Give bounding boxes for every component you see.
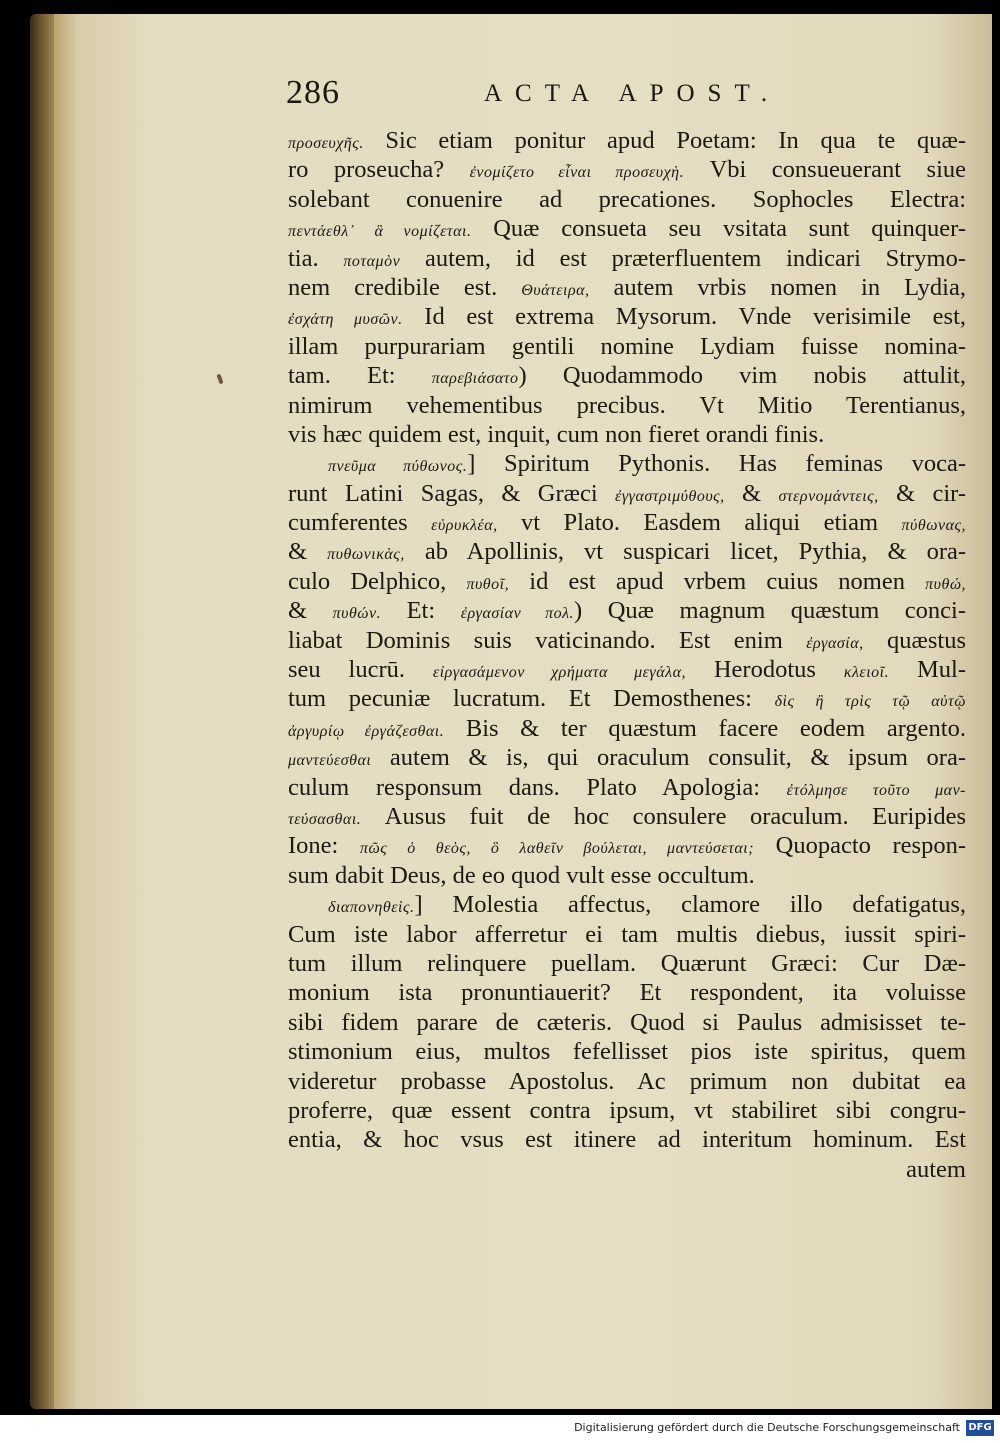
text-line — [288, 567, 966, 596]
greek-term: ἐτόλμησε τοῦτο μαν- — [786, 781, 966, 799]
text-line — [288, 596, 966, 625]
text-line — [288, 508, 966, 537]
latin-text: sum dabit Deus, de eo quod vult esse occultum. — [288, 861, 755, 889]
latin-text: videretur probasse Apostolus. Ac primum non dubitat ea — [288, 1067, 966, 1095]
latin-text: solebant conuenire ad precationes. Sophocles Electra: — [288, 185, 966, 213]
greek-term: προσευχῆς. — [288, 135, 364, 152]
text-line — [288, 185, 966, 214]
text-line — [288, 1096, 966, 1125]
latin-text: tum pecuniæ lucratum. Et Demosthenes: — [288, 685, 775, 713]
text-line — [288, 920, 966, 949]
latin-text: illam purpurariam gentili nomine Lydiam fuisse nomina- — [288, 332, 966, 360]
latin-text: autem & is, qui oraculum consulit, & ipsum ora- — [371, 744, 966, 772]
body-text — [288, 126, 966, 1184]
text-line — [288, 391, 966, 420]
latin-text: ] Spiritum Pythonis. Has feminas voca- — [467, 450, 966, 478]
greek-term: Θυάτειρα, — [521, 281, 590, 299]
latin-text: id est apud vrbem cuius nomen — [509, 567, 926, 595]
latin-text: runt Latini Sagas, & Græci — [288, 479, 616, 507]
latin-text: Et: — [381, 597, 461, 625]
text-line — [288, 479, 966, 508]
catchword: autem — [906, 1155, 966, 1183]
text-line — [288, 743, 966, 772]
text-line — [288, 155, 966, 184]
text-line — [288, 214, 966, 243]
greek-term: ἐσχάτη μυσῶν. — [288, 311, 403, 329]
latin-text: vis hæc quidem est, inquit, cum non fieret orandi finis. — [288, 420, 825, 448]
greek-term: μαντεύεσθαι — [288, 752, 372, 770]
text-line — [288, 802, 966, 831]
running-head: ACTA APOST. — [484, 80, 781, 107]
latin-text: Bis & ter quæstum facere eodem argento. — [444, 714, 966, 742]
latin-text: Ione: — [288, 832, 360, 860]
latin-text: culum responsum dans. Plato Apologia: — [288, 773, 787, 801]
latin-text: nem credibile est. — [288, 273, 522, 301]
latin-text: stimonium eius, multos fefellisset pios iste spiritus, quem — [288, 1038, 966, 1066]
text-line — [288, 420, 966, 449]
greek-term: ἀργυρίῳ ἐργάζεσθαι. — [288, 722, 445, 740]
latin-text: & — [288, 538, 328, 566]
latin-text: ) Quæ magnum quæstum conci- — [574, 597, 966, 625]
latin-text: Ausus fuit de hoc consulere oraculum. Euripides — [361, 802, 966, 830]
latin-text: ab Apollinis, vt suspicari licet, Pythia, & ora- — [404, 538, 966, 566]
latin-text: Id est extrema Mysorum. Vnde verisimile est, — [402, 303, 966, 331]
latin-text: vt Plato. Easdem aliqui etiam — [497, 509, 902, 537]
text-line — [288, 244, 966, 273]
greek-term: πῶς ὁ θεὸς, ὃ λαθεῖν βούλεται, μαντεύσεται; — [359, 840, 755, 858]
greek-term: ποταμὸν — [343, 252, 401, 270]
text-line — [288, 831, 966, 860]
footer-bar — [0, 1415, 1000, 1443]
text-line — [288, 655, 966, 684]
text-line — [288, 1008, 966, 1037]
latin-text: autem vrbis nomen in Lydia, — [589, 273, 966, 301]
latin-text: Vbi consueuerant siue — [684, 156, 966, 184]
greek-term: κλειοῖ. — [843, 664, 890, 682]
text-line — [288, 773, 966, 802]
greek-term: εἰργασάμενον χρήματα μεγάλα, — [432, 664, 686, 682]
greek-term: τεύσασθαι. — [288, 810, 362, 828]
latin-text: tum illum relinquere puellam. Quærunt Græci: Cur Dæ- — [288, 949, 966, 977]
latin-text: liabat Dominis suis vaticinando. Est enim — [288, 626, 807, 654]
latin-text: Herodotus — [685, 656, 844, 684]
latin-text: quæstus — [863, 626, 966, 654]
latin-text: ] Molestia affectus, clamore illo defatigatus, — [414, 891, 966, 919]
text-line — [288, 626, 966, 655]
latin-text: Cum iste labor afferretur ei tam multis diebus, iussit spiri- — [288, 920, 966, 948]
latin-text: nimirum vehementibus precibus. Vt Mitio Terentianus, — [288, 391, 966, 419]
latin-text: Sic etiam ponitur apud Poetam: In qua te quæ- — [363, 127, 966, 154]
latin-text: tam. Et: — [288, 362, 432, 390]
text-line — [288, 302, 966, 331]
latin-text: & cir- — [878, 479, 966, 507]
greek-term: πύθωνας, — [901, 517, 966, 535]
latin-text: ro proseucha? — [288, 156, 470, 184]
latin-text: & — [288, 597, 333, 625]
greek-term: πυθώ, — [925, 575, 966, 593]
text-line — [288, 449, 966, 478]
page-header — [286, 74, 966, 118]
text-line — [288, 332, 966, 361]
greek-term: ἐργασία, — [806, 634, 864, 652]
latin-text: seu lucrū. — [288, 656, 433, 684]
latin-text: & — [724, 479, 779, 507]
latin-text: Quopacto respon- — [754, 832, 966, 860]
footer-funding-note: Digitalisierung gefördert durch die Deutsche Forschungsgemeinschaft — [574, 1421, 960, 1434]
greek-term: διαπονηθεὶς. — [328, 899, 415, 917]
greek-term: στερνομάντεις, — [778, 487, 879, 505]
text-line — [288, 537, 966, 566]
latin-text: Mul- — [889, 656, 966, 684]
greek-term: πυθοῖ, — [466, 575, 510, 593]
greek-term: δὶς ἢ τρὶς τῷ αὐτῷ — [774, 693, 966, 711]
latin-text: proferre, quæ essent contra ipsum, vt stabiliret sibi congru- — [288, 1096, 966, 1124]
greek-term: ἐργασίαν πολ. — [460, 605, 575, 623]
text-line — [288, 361, 966, 390]
greek-term: εὐρυκλέα, — [431, 517, 498, 535]
latin-text: sibi fidem parare de cæteris. Quod si Paulus admisisset te- — [288, 1008, 966, 1036]
page-number: 286 — [286, 74, 340, 111]
greek-term: πυθών. — [332, 605, 382, 623]
text-line — [288, 684, 966, 713]
latin-text: entia, & hoc vsus est itinere ad interitum hominum. Est — [288, 1126, 966, 1154]
text-line — [288, 1067, 966, 1096]
latin-text: Quæ consueta seu vsitata sunt quinquer- — [471, 215, 966, 243]
text-line — [288, 1037, 966, 1066]
latin-text: ) Quodammodo vim nobis attulit, — [518, 362, 966, 390]
latin-text: autem, id est præterfluentem indicari Strymo- — [400, 244, 966, 272]
text-line — [288, 126, 966, 155]
latin-text: monium ista pronuntiauerit? Et respondent, ita voluisse — [288, 979, 966, 1007]
text-line — [288, 890, 966, 919]
latin-text: tia. — [288, 244, 344, 272]
text-line — [288, 1125, 966, 1154]
greek-term: ἐνομίζετο εἶναι προσευχὴ. — [469, 164, 685, 182]
dfg-logo: DFG — [966, 1420, 994, 1436]
text-line — [288, 861, 966, 890]
greek-term: πνεῦμα πύθωνος. — [328, 458, 468, 476]
greek-term: παρεβιάσατο — [431, 370, 519, 388]
latin-text: cumferentes — [288, 509, 432, 537]
book-spine-edge — [30, 14, 54, 1409]
latin-text: culo Delphico, — [288, 567, 467, 595]
text-line — [288, 978, 966, 1007]
greek-term: πυθωνικὰς, — [327, 546, 405, 564]
greek-term: πεντάεθλ᾽ ἃ νομίζεται. — [288, 223, 472, 241]
text-line — [288, 949, 966, 978]
text-line — [288, 273, 966, 302]
text-line — [288, 714, 966, 743]
greek-term: ἐγγαστριμύθους, — [615, 487, 725, 505]
